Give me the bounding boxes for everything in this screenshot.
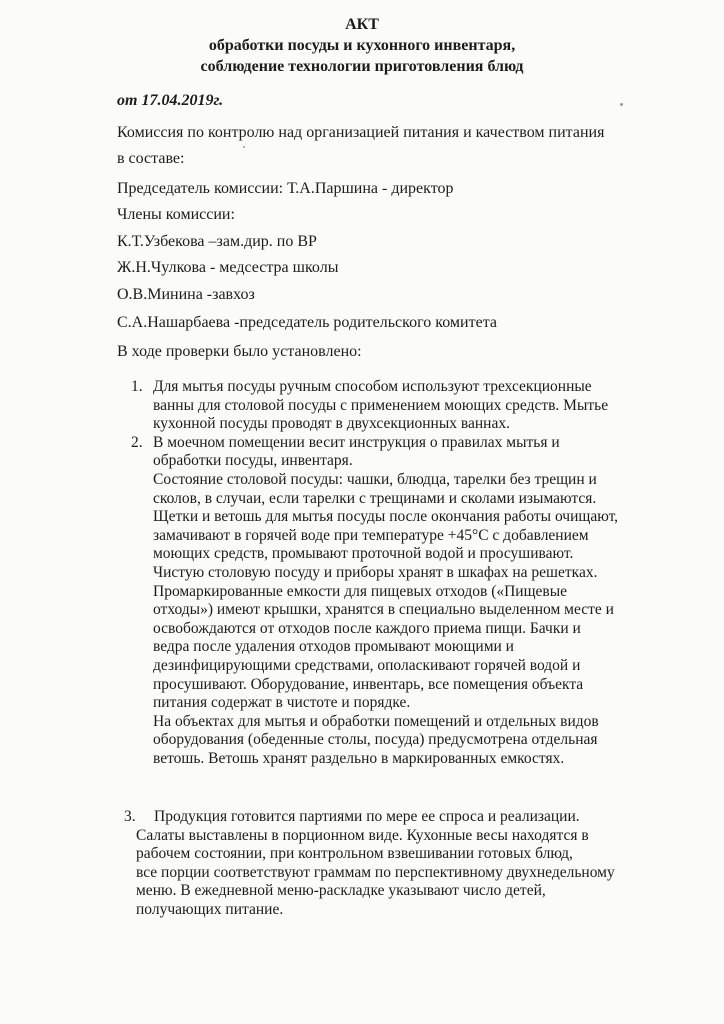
findings-list [126,378,686,768]
item-line: Щетки и ветошь для мытья посуды после окончания работы очищают, [153,508,619,526]
scan-speck [620,103,623,106]
item-line: питания содержат в чистоте и порядке. [153,694,411,712]
commission-chairman: Председатель комиссии: Т.А.Паршина - директор [117,180,454,197]
item-line: освобождаются от отходов после каждого приема пищи. Бачки и [153,619,581,637]
finding-item-1 [126,378,686,434]
title-subject: обработки посуды и кухонного инвентаря, [208,37,516,54]
item-line: ведра после удаления отходов промывают моющими и [153,638,514,656]
document-title [0,14,724,77]
members-label: Члены комиссии: [117,206,235,223]
item-line: ветошь. Ветошь хранят раздельно в маркированных емкостях. [153,749,565,767]
item-number: 1. [131,378,143,395]
item-number: 2. [131,433,143,451]
title-subject-2: соблюдение технологии приготовления блюд [200,58,524,75]
item-line: сколов, в случаи, если тарелки с трещинами и сколами изымаются. [153,489,597,507]
item-number: 3. [124,808,136,825]
title-act: АКТ [345,16,379,33]
member-4: С.А.Нашарбаева -председатель родительского комитета [117,314,497,331]
item-line: все порции соответствуют граммам по перспективному двухнедельному [136,863,615,881]
commission-intro-1: Комиссия по контролю над организацией питания и качеством питания [117,124,605,141]
item-line: дезинфицирующими средствами, ополаскивают горячей водой и [153,656,581,674]
item-line: отходы») имеют крышки, хранятся в специально выделенном месте и [153,601,614,619]
item-line: получающих питание. [136,900,284,918]
finding-item-2 [126,434,686,769]
commission-intro-2: в составе: [117,150,185,167]
item-line: меню. В ежедневной меню-раскладке указывают число детей, [136,882,546,900]
item-line: рабочем состоянии, при контрольном взвешивании готовых блюд, [136,845,573,863]
item-line: В моечном помещении весит инструкция о правилах мытья и [153,433,560,451]
item-line: просушивают. Оборудование, инвентарь, все помещения объекта [153,675,584,693]
item-line: Состояние столовой посуды: чашки, блюдца, тарелки без трещин и [153,470,597,488]
findings-intro: В ходе проверки было установлено: [117,343,362,360]
item-line: кухонной посуды проводят в двухсекционных ваннах. [153,415,510,433]
item-line: Салаты выставлены в порционном виде. Кухонные весы находятся в [136,826,589,844]
item-line: моющих средств, промывают проточной водой и просушивают. [153,545,574,563]
finding-item-3 [120,808,615,920]
document-date: от 17.04.2019г. [117,92,224,109]
member-3: О.В.Минина -завхоз [117,286,255,303]
item-line: ванны для столовой посуды с применением моющих средств. Мытье [153,396,609,414]
member-2: Ж.Н.Чулкова - медсестра школы [117,259,339,276]
item-line: Продукция готовится партиями по мере ее спроса и реализации. [154,808,580,825]
item-line: Промаркированные емкости для пищевых отходов («Пищевые [153,582,568,600]
item-line: обработки посуды, инвентаря. [153,452,353,470]
scan-speck [243,146,245,148]
item-line: замачивают в горячей воде при температуре +45°С с добавлением [153,526,589,544]
item-line: оборудования (обеденные столы, посуда) предусмотрена отдельная [153,731,598,749]
member-1: К.Т.Узбекова –зам.дир. по ВР [117,233,317,250]
item-line: Чистую столовую посуду и приборы хранят в шкафах на решетках. [153,563,598,581]
item-line: На объектах для мытья и обработки помещений и отдельных видов [153,712,599,730]
item-line: Для мытья посуды ручным способом используют трехсекционные [153,378,592,395]
